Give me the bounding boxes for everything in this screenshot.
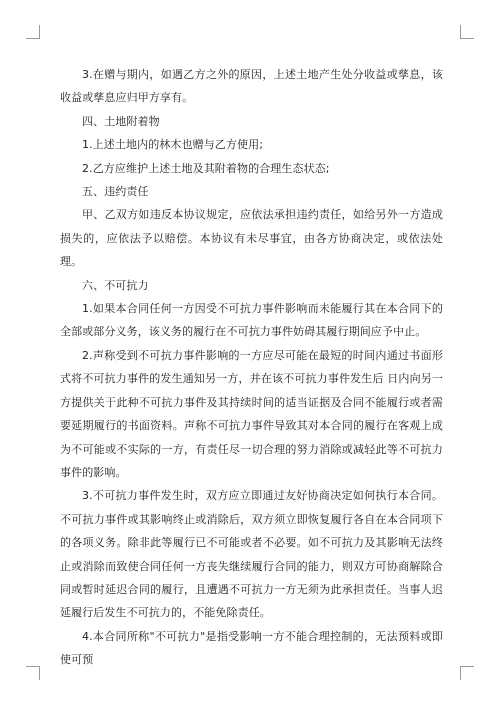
crop-mark-bottom-left: [26, 666, 40, 667]
section-heading-breach-liability: 五、违约责任: [82, 185, 149, 199]
paragraph-force-majeure-1: 1.如果本合同任何一方因受不可抗力事件影响而未能履行其在本合同下的全部或部分义务，该义务的履行在不可抗力事件妨碍其履行期间应予中止。: [60, 302, 443, 339]
paragraph-force-majeure-2: 2.声称受到不可抗力事件影响的一方应尽可能在最短的时间内通过书面形式将不可抗力事件的发生通知另一方，并在该不可抗力事件发生后 日内向另一方提供关于此种不可抗力事件及其持续时间的适当证据及合同不能履行或者需要延期履行的书面资料。声称不可抗力事件导致其对本合同的履行在客观上成为不可能或不实际的一方，有责任尽一切合理的努力消除或减轻此等不可抗力事件的影响。: [60, 348, 443, 479]
paragraph-gift-period-proceeds: 3.在赠与期内，如遇乙方之外的原因，上述土地产生处分收益或孳息，该收益或孳息应归甲方享有。: [60, 68, 443, 105]
crop-mark-top-left: [39, 25, 40, 39]
paragraph-force-majeure-4: 4.本合同所称"不可抗力"是指受影响一方不能合理控制的，无法预料或即使可预: [60, 629, 443, 667]
crop-mark-bottom-right: [460, 666, 474, 667]
document-body: [60, 63, 443, 672]
paragraph-ecology: 2.乙方应维护上述土地及其附着物的合理生态状态;: [82, 161, 330, 175]
paragraph-force-majeure-3: 3.不可抗力事件发生时，双方应立即通过友好协商决定如何执行本合同。不可抗力事件或其影响终止或消除后，双方须立即恢复履行各自在本合同项下的各项义务。除非此等履行已不可能或者不必要。如不可抗力及其影响无法终止或消除而致使合同任何一方丧失继续履行合同的能力，则双方可协商解除合同或暂时延迟合同的履行，且遭遇不可抗力一方无须为此承担责任。当事人迟延履行后发生不可抗力的，不能免除责任。: [60, 489, 443, 620]
crop-mark-bottom-right: [460, 666, 461, 680]
crop-mark-top-left: [26, 38, 40, 39]
section-heading-force-majeure: 六、不可抗力: [82, 278, 149, 292]
paragraph-trees: 1.上述土地内的林木也赠与乙方使用;: [82, 138, 263, 152]
crop-mark-top-right: [460, 38, 474, 39]
paragraph-breach-liability: 甲、乙双方如违反本协议规定，应依法承担违约责任，如给另外一方造成损失的，应依法予以赔偿。本协议有未尽事宜，由各方协商决定，或依法处理。: [60, 208, 443, 269]
section-heading-land-attachments: 四、土地附着物: [82, 114, 160, 128]
crop-mark-bottom-left: [39, 666, 40, 680]
crop-mark-top-right: [460, 25, 461, 39]
